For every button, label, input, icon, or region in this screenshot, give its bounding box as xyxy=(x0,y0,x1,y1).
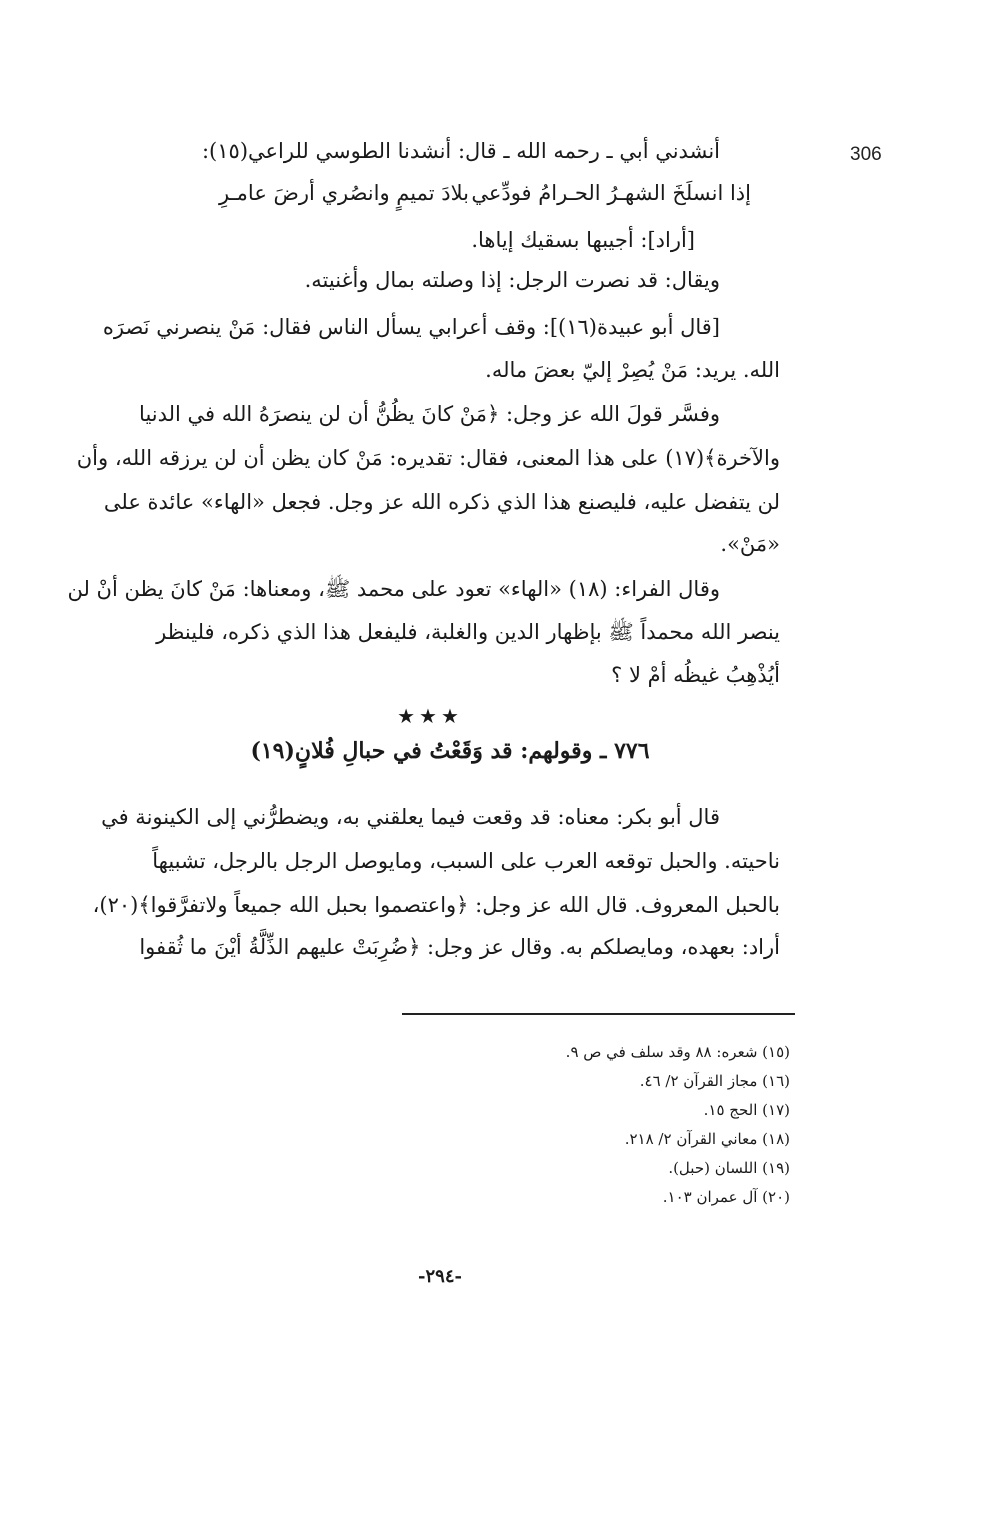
footnote-18: (١٨) معاني القرآن ٢/ ٢١٨. xyxy=(624,1130,790,1148)
body-line-9: وقال الفراء: (١٨) «الهاء» تعود على محمد ﷺ، ومعناها: مَنْ كانَ يظن أنْ لن xyxy=(67,577,720,601)
section-body-line-4: أراد: بعهده، ومايصلكم به. وقال عز وجل: ﴿ضُرِبَتْ عليهم الذِّلَّةُ أيْنَ ما ثُقفوا xyxy=(139,935,780,959)
section-separator-stars: ★★★ xyxy=(397,704,463,728)
footnote-19: (١٩) اللسان (حبل). xyxy=(668,1159,790,1177)
body-line-8: «مَنْ». xyxy=(720,532,780,556)
body-line-1: [أراد]: أجيبها بسقيك إياها. xyxy=(471,228,695,252)
body-line-10: ينصر الله محمداً ﷺ بإظهار الدين والغلبة، فليفعل هذا الذي ذكره، فلينظر xyxy=(156,620,780,644)
body-line-3: [قال أبو عبيدة(١٦)]: وقف أعرابي يسأل الناس فقال: مَنْ ينصرني نَصرَه xyxy=(102,315,720,339)
section-body-line-1: قال أبو بكر: معناه: قد وقعت فيما يعلقني به، ويضطرُّني إلى الكينونة في xyxy=(101,805,720,829)
body-line-7: لن يتفضل عليه، فليصنع هذا الذي ذكره الله عز وجل. فجعل «الهاء» عائدة على xyxy=(103,490,780,514)
section-body-line-2: ناحيته. والحبل توقعه العرب على السبب، ومايوصل الرجل بالرجل، تشبيهاً xyxy=(152,849,780,873)
section-heading: ٧٧٦ ـ وقولهم: قد وَقَعْتُ في حبالِ فُلانٍ(١٩) xyxy=(250,738,650,764)
body-line-4: الله. يريد: مَنْ يُصِرْ إليّ بعضَ ماله. xyxy=(485,358,780,382)
footnote-20: (٢٠) آل عمران ١٠٣. xyxy=(662,1188,790,1206)
footnote-rule xyxy=(402,1013,795,1015)
verse-first-hemistich: إذا انسلَخَ الشهـرُ الحـرامُ فودِّعي xyxy=(471,181,751,205)
intro-line: أنشدني أبي ـ رحمه الله ـ قال: أنشدنا الطوسي للراعي(١٥): xyxy=(201,139,720,163)
body-line-2: ويقال: قد نصرت الرجل: إذا وصلته بمال وأغنيته. xyxy=(304,268,720,292)
body-line-5: وفسَّر قولَ الله عز وجل: ﴿مَنْ كانَ يظُنُّ أن لن ينصرَهُ الله في الدنيا xyxy=(139,402,720,426)
footnote-16: (١٦) مجاز القرآن ٢/ ٤٦. xyxy=(639,1072,790,1090)
body-line-6: والآخرة﴾(١٧) على هذا المعنى، فقال: تقديره: مَنْ كان يظن أن لن يرزقه الله، وأن xyxy=(76,446,780,470)
footnotes xyxy=(420,1038,790,1212)
section-body-line-3: بالحبل المعروف. قال الله عز وجل: ﴿واعتصموا بحبل الله جميعاً ولاتفرَّقوا﴾(٢٠)، xyxy=(92,893,780,917)
body-line-11: أيُذْهِبُ غيظُه أمْ لا ؟ xyxy=(611,663,780,687)
verse-second-hemistich: بلادَ تميمٍ وانصُري أرضَ عامـرِ xyxy=(218,181,469,205)
scan-page-number: 306 xyxy=(850,144,882,165)
footnote-15: (١٥) شعره: ٨٨ وقد سلف في ص ٩. xyxy=(565,1043,790,1061)
footnote-17: (١٧) الحج ١٥. xyxy=(703,1101,790,1119)
printed-page-number: -٢٩٤- xyxy=(418,1266,462,1287)
